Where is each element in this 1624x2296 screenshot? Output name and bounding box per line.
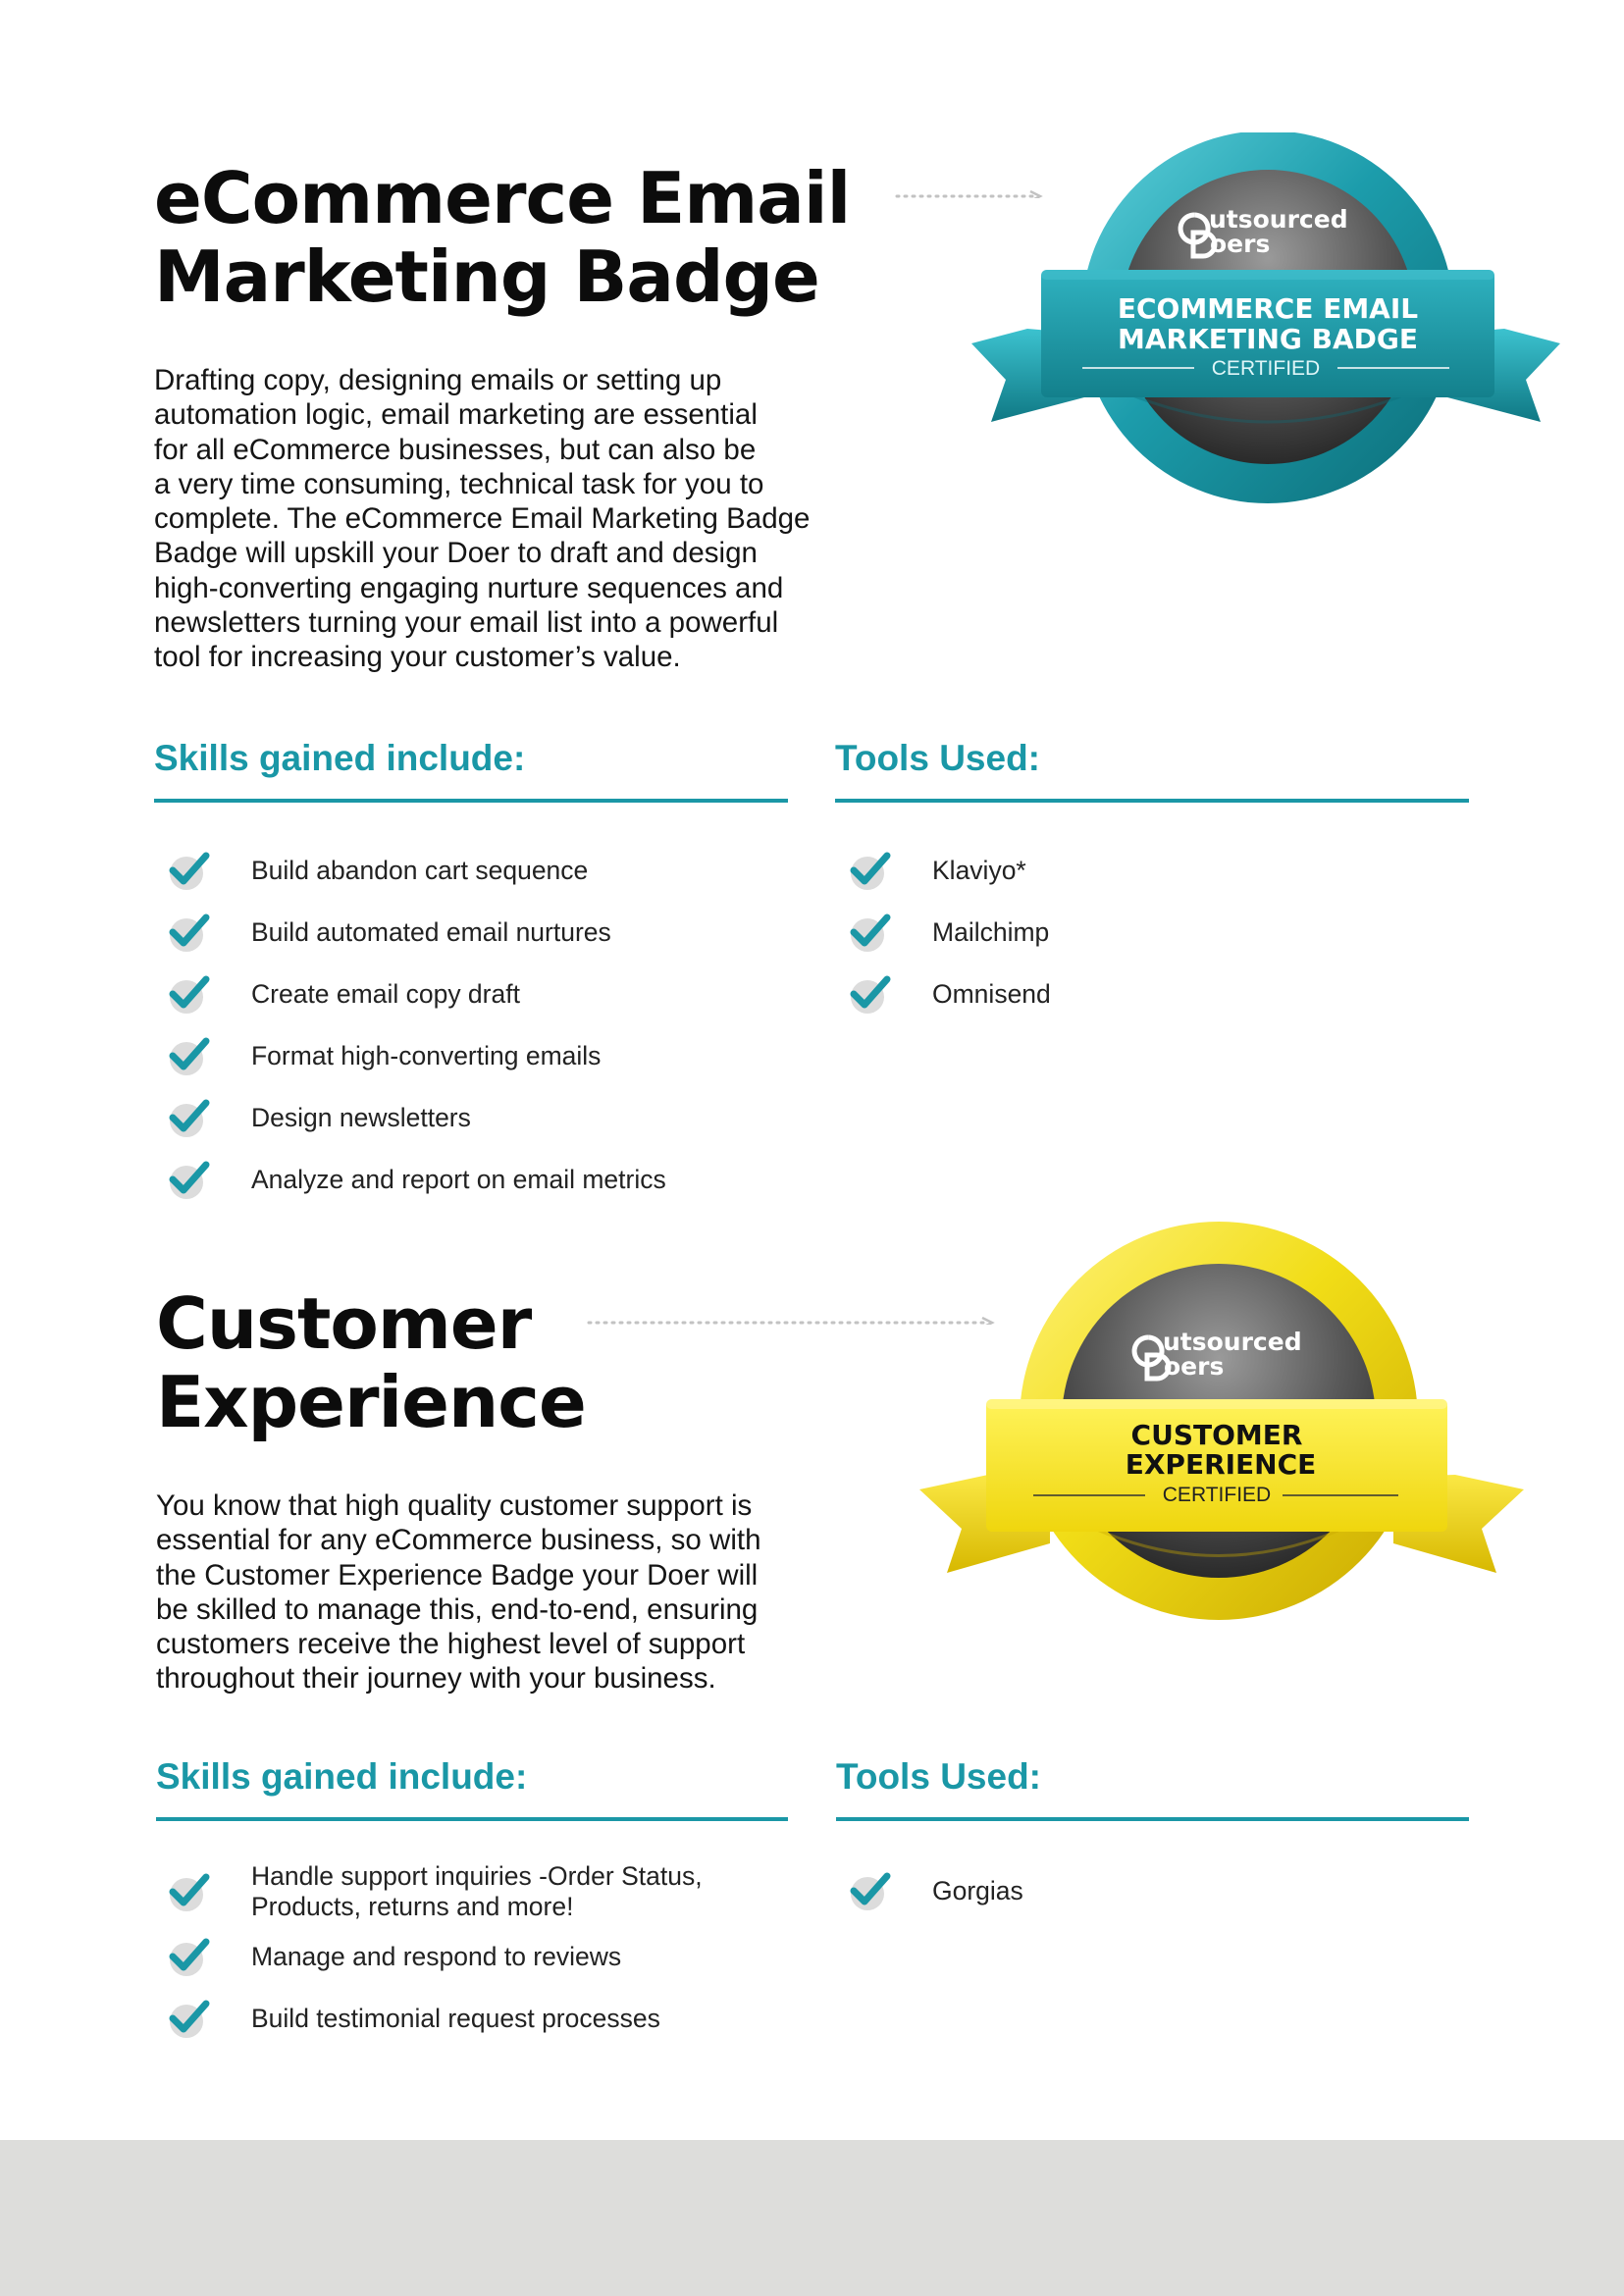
section1-tools-list: [848, 847, 1051, 1018]
list-item: Build automated email nurtures: [167, 909, 666, 956]
list-item: Manage and respond to reviews: [167, 1933, 703, 1980]
section1-tools-heading: Tools Used:: [835, 738, 1040, 778]
section1-skills-list: [167, 847, 666, 1203]
badge-subtitle: CERTIFIED: [1211, 357, 1321, 380]
section1-description: Drafting copy, designing emails or setting up automation logic, email marketing are essential for all eCommerce businesses, but can also be a very time consuming, technical task for you to complete. The eCommerce Email Marketing Badge Badge will upskill your Doer to draft and design high-converting engaging nurture sequences and newsletters turning your email list into a powerful tool for increasing your customer’s value.: [154, 364, 811, 674]
checkmark-icon: [848, 848, 893, 893]
section2-tools-heading: Tools Used:: [836, 1756, 1041, 1797]
checkmark-icon: [848, 1868, 893, 1913]
checkmark-icon: [167, 1996, 212, 2041]
list-item: Create email copy draft: [167, 970, 666, 1018]
checkmark-icon: [167, 1033, 212, 1078]
section2-title-line1: Customer: [156, 1282, 532, 1365]
list-item: Build testimonial request processes: [167, 1995, 703, 2042]
svg-text:oers: oers: [1164, 1352, 1225, 1381]
list-item: Analyze and report on email metrics: [167, 1156, 666, 1203]
footer-band: [0, 2140, 1624, 2296]
list-item: Klaviyo*: [848, 847, 1051, 894]
section2-skills-rule: [156, 1817, 788, 1821]
list-item: Format high-converting emails: [167, 1032, 666, 1079]
section2-title: [156, 1284, 586, 1441]
checkmark-icon: [167, 1157, 212, 1202]
badge-subtitle: CERTIFIED: [1162, 1484, 1272, 1506]
badge-title-line1: CUSTOMER: [1130, 1419, 1303, 1451]
checkmark-icon: [167, 848, 212, 893]
checkmark-icon: [167, 971, 212, 1017]
list-item: Omnisend: [848, 970, 1051, 1018]
section1-title-line1: eCommerce Email: [154, 157, 851, 239]
section2-tools-list: [848, 1866, 1023, 1915]
section1-title: [154, 159, 850, 316]
list-item: Build abandon cart sequence: [167, 847, 666, 894]
svg-text:utsourced: utsourced: [1163, 1328, 1302, 1356]
section1-skills-heading: Skills gained include:: [154, 738, 526, 778]
checkmark-icon: [167, 1869, 212, 1914]
checkmark-icon: [848, 910, 893, 955]
checkmark-icon: [167, 910, 212, 955]
list-item: Handle support inquiries -Order Status, Products, returns and more!: [167, 1860, 703, 1923]
badge-title-line1: ECOMMERCE EMAIL: [1117, 292, 1419, 325]
section1-tools-rule: [835, 799, 1469, 803]
svg-text:utsourced: utsourced: [1209, 205, 1348, 234]
section2-title-line2: Experience: [156, 1361, 586, 1443]
list-item: Gorgias: [848, 1866, 1023, 1915]
checkmark-icon: [848, 971, 893, 1017]
checkmark-icon: [167, 1934, 212, 1979]
badge-title-line2: MARKETING BADGE: [1118, 323, 1418, 355]
ecommerce-email-badge: [967, 132, 1565, 510]
list-item: Mailchimp: [848, 909, 1051, 956]
section1-skills-rule: [154, 799, 788, 803]
section1-title-line2: Marketing Badge: [154, 235, 819, 318]
section2-skills-heading: Skills gained include:: [156, 1756, 528, 1797]
customer-experience-badge: [917, 1220, 1526, 1622]
section2-skills-list: [167, 1860, 703, 2042]
section2-description: You know that high quality customer support is essential for any eCommerce business, so with the Customer Experience Badge your Doer will be skilled to manage this, end-to-end, ensuring customers receive the highest level of support throughout their journey with your business.: [156, 1489, 761, 1696]
svg-text:oers: oers: [1210, 230, 1271, 258]
list-item: Design newsletters: [167, 1094, 666, 1141]
checkmark-icon: [167, 1095, 212, 1140]
section2-tools-rule: [836, 1817, 1469, 1821]
badge-title-line2: EXPERIENCE: [1125, 1448, 1317, 1481]
